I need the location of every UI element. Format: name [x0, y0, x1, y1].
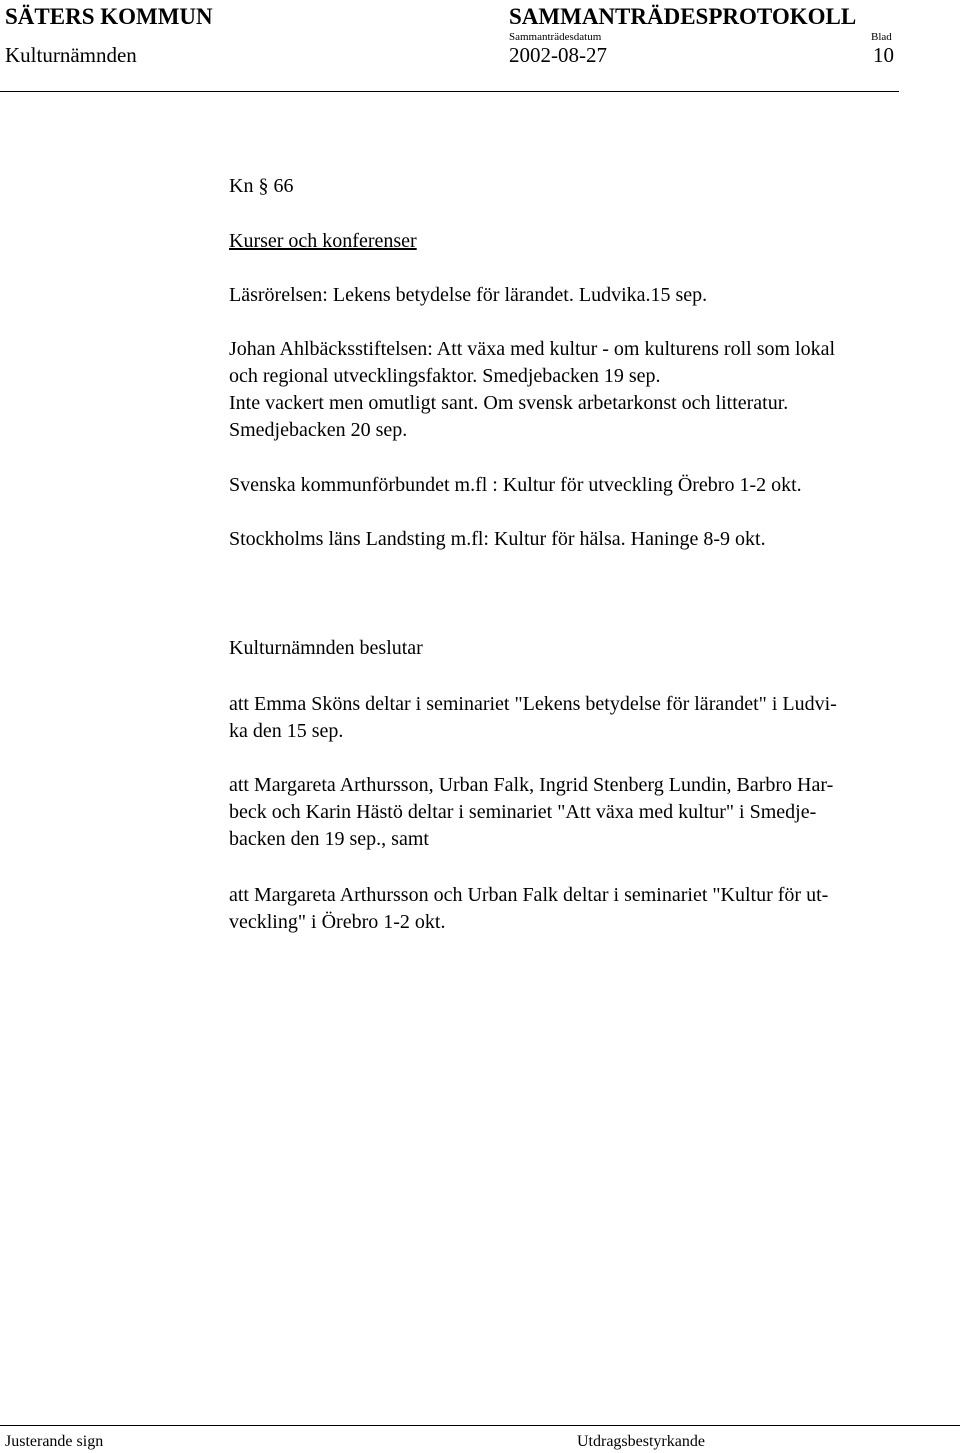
signature-label: Justerande sign — [5, 1433, 104, 1450]
event-item — [229, 336, 949, 444]
event-line: Läsrörelsen: Lekens betydelse för lärandet. Ludvika.15 sep. — [229, 284, 708, 306]
meeting-date: 2002-08-27 — [509, 43, 607, 67]
decision-line: beck och Karin Hästö deltar i seminariet "Att växa med kultur" i Smedje- — [229, 801, 817, 823]
decision-line: backen den 19 sep., samt — [229, 828, 429, 850]
event-line: Svenska kommunförbundet m.fl : Kultur för utveckling Örebro 1-2 okt. — [229, 474, 802, 496]
event-line: Inte vackert men omutligt sant. Om svensk arbetarkonst och litteratur. — [229, 392, 789, 414]
section-title: Kurser och konferenser — [229, 230, 417, 252]
event-line: Smedjebacken 20 sep. — [229, 419, 408, 441]
decision-item — [229, 772, 949, 853]
page-label: Blad — [871, 31, 892, 43]
decision-line: att Margareta Arthursson och Urban Falk deltar i seminariet "Kultur för ut- — [229, 884, 829, 906]
event-line: Stockholms läns Landsting m.fl: Kultur för hälsa. Haninge 8-9 okt. — [229, 528, 766, 550]
committee-name: Kulturnämnden — [5, 43, 137, 67]
paragraph-reference: Kn § 66 — [229, 175, 294, 197]
event-item — [229, 526, 949, 553]
decision-line: veckling" i Örebro 1-2 okt. — [229, 911, 446, 933]
decision-item — [229, 691, 949, 745]
decision-heading: Kulturnämnden beslutar — [229, 637, 423, 659]
meeting-date-label: Sammanträdesdatum — [509, 31, 602, 43]
page-number: 10 — [873, 43, 894, 67]
event-item — [229, 282, 949, 309]
decision-line: att Emma Sköns deltar i seminariet "Lekens betydelse för lärandet" i Ludvi- — [229, 693, 837, 715]
event-line: Johan Ahlbäcksstiftelsen: Att växa med kultur - om kulturens roll som lokal — [229, 338, 836, 360]
decision-item — [229, 882, 949, 936]
document-type: SAMMANTRÄDESPROTOKOLL — [509, 4, 857, 29]
event-item — [229, 472, 949, 499]
municipality-name: SÄTERS KOMMUN — [5, 4, 213, 29]
event-line: och regional utvecklingsfaktor. Smedjebacken 19 sep. — [229, 365, 661, 387]
decision-line: ka den 15 sep. — [229, 720, 344, 742]
decision-line: att Margareta Arthursson, Urban Falk, Ingrid Stenberg Lundin, Barbro Har- — [229, 774, 834, 796]
header-divider — [0, 91, 899, 92]
footer-divider — [0, 1425, 960, 1426]
extract-label: Utdragsbestyrkande — [577, 1433, 705, 1450]
